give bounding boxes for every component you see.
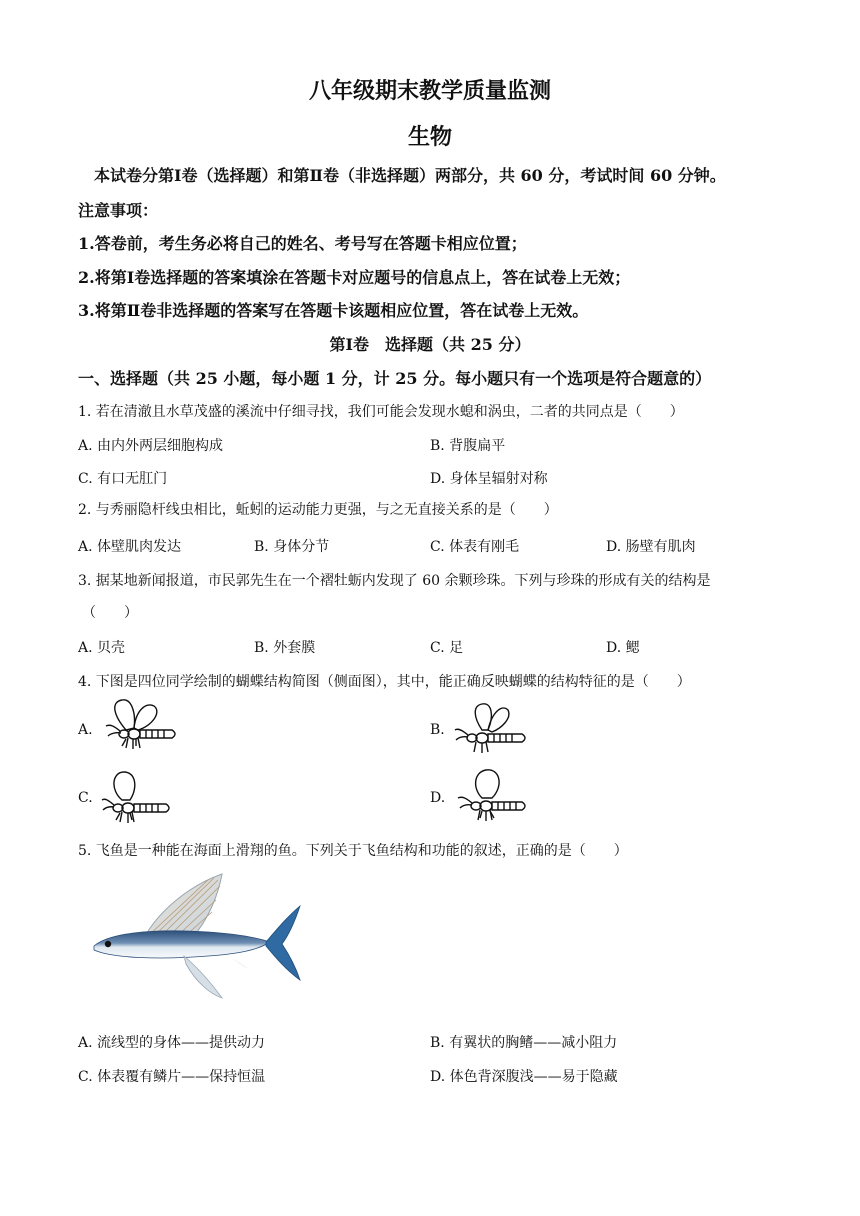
exam-title: 八年级期末教学质量监测 [308,78,551,104]
option-c: C. 体表覆有鳞片——保持恒温 [78,1069,266,1085]
option-a: A. 由内外两层细胞构成 [78,438,224,454]
option-a: A. 贝壳 [78,640,126,656]
butterfly-d-image [452,766,532,828]
exam-intro: 本试卷分第Ⅰ卷（选择题）和第Ⅱ卷（非选择题）两部分，共 60 分，考试时间 60 分钟。 [94,166,726,185]
question-stem: 1. 若在清澈且水草茂盛的溪流中仔细寻找，我们可能会发现水螅和涡虫，二者的共同点是（ ） [78,404,684,420]
question-stem: 3. 据某地新闻报道，市民郭先生在一个褶牡蛎内发现了 60 余颗珍珠。下列与珍珠的形成有关的结构是 [78,573,711,589]
option-b: B. 身体分节 [254,539,330,555]
question-stem: 5. 飞鱼是一种能在海面上滑翔的鱼。下列关于飞鱼结构和功能的叙述，正确的是（ ） [78,843,628,859]
question-stem: 4. 下图是四位同学绘制的蝴蝶结构简图（侧面图），其中，能正确反映蝴蝶的结构特征的是（ ） [78,674,691,690]
option-d: D. 身体呈辐射对称 [430,471,548,487]
option-b: B. [430,722,445,738]
option-a: A. 流线型的身体——提供动力 [78,1035,266,1051]
option-c: C. [78,790,93,806]
option-d: D. 肠壁有肌肉 [606,539,696,555]
butterfly-c-image [100,768,176,828]
option-d: D. [430,790,446,806]
answer-blank: （ ） [82,605,138,621]
butterfly-a-image [100,696,182,758]
option-b: B. 背腹扁平 [430,438,506,454]
option-d: D. 体色背深腹浅——易于隐藏 [430,1069,618,1085]
note-item: 1.答卷前，考生务必将自己的姓名、考号写在答题卡相应位置； [78,234,527,253]
option-a: A. 体壁肌肉发达 [78,539,182,555]
option-d: D. 鳃 [606,640,640,656]
section-title: 第Ⅰ卷 选择题（共 25 分） [329,335,531,354]
option-c: C. 足 [430,640,464,656]
note-item: 3.将第Ⅱ卷非选择题的答案写在答题卡该题相应位置，答在试卷上无效。 [78,301,589,320]
subject-title: 生物 [407,124,452,150]
option-a: A. [78,722,93,738]
part-heading: 一、选择题（共 25 小题，每小题 1 分，计 25 分。每小题只有一个选项是符合题意的） [78,369,712,388]
option-c: C. 有口无肛门 [78,471,168,487]
butterfly-b-image [452,700,532,758]
option-b: B. 有翼状的胸鳍——减小阻力 [430,1035,618,1051]
notes-heading: 注意事项： [78,201,159,220]
note-item: 2.将第Ⅰ卷选择题的答案填涂在答题卡对应题号的信息点上，答在试卷上无效； [78,268,631,287]
option-b: B. 外套膜 [254,640,316,656]
option-c: C. 体表有刚毛 [430,539,520,555]
flying-fish-image [88,872,304,1002]
question-stem: 2. 与秀丽隐杆线虫相比，蚯蚓的运动能力更强，与之无直接关系的是（ ） [78,502,558,518]
